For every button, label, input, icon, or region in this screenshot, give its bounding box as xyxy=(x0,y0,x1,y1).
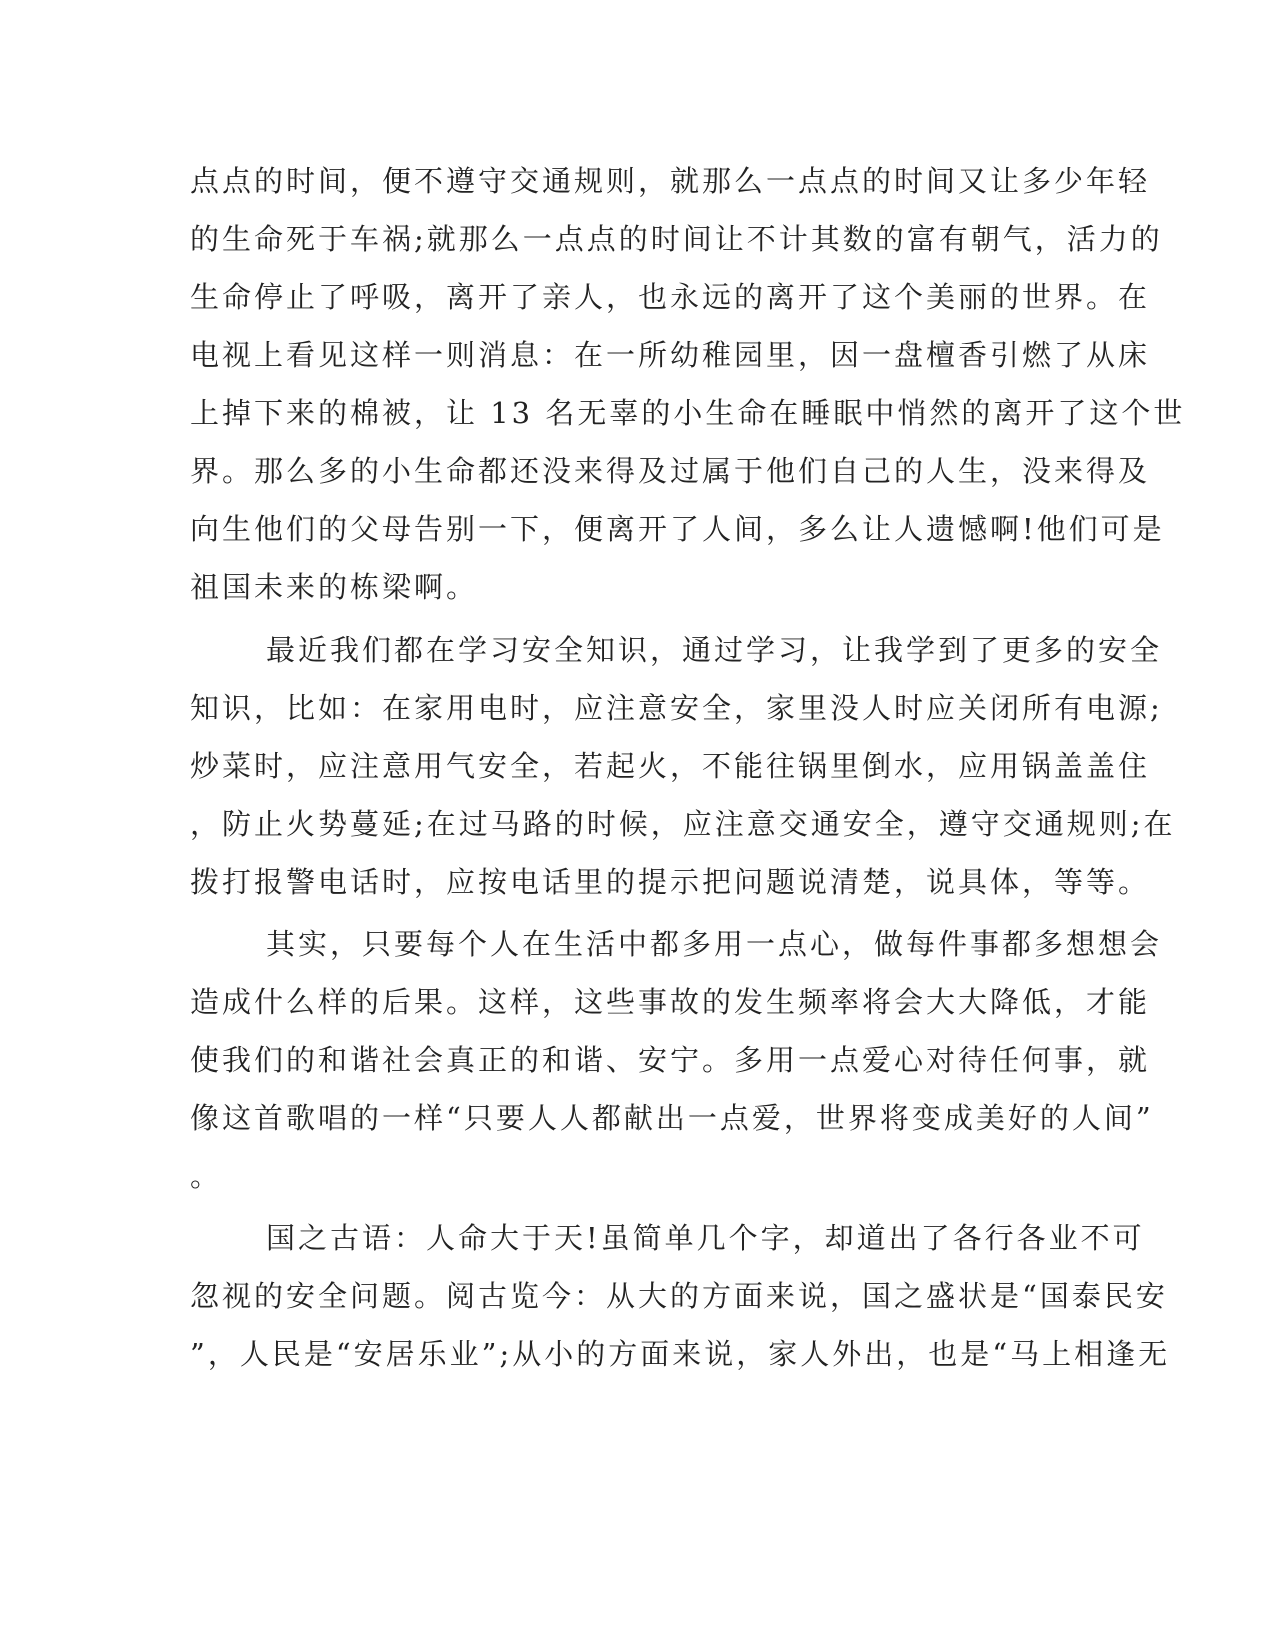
text-line: 知识，比如：在家用电时，应注意安全，家里没人时应关闭所有电源; xyxy=(190,691,1163,725)
text-line: 上掉下来的棉被，让 13 名无辜的小生命在睡眠中悄然的离开了这个世 xyxy=(190,396,1186,430)
text-line: 界。那么多的小生命都还没来得及过属于他们自己的人生，没来得及 xyxy=(190,454,1151,488)
text-line: ，防止火势蔓延;在过马路的时候，应注意交通安全，遵守交通规则;在 xyxy=(190,807,1176,841)
paragraph-first-line: 国之古语：人命大于天!虽简单几个字，却道出了各行各业不可 xyxy=(266,1221,1145,1255)
text-line: 祖国未来的栋梁啊。 xyxy=(190,570,479,604)
paragraph-first-line: 最近我们都在学习安全知识，通过学习，让我学到了更多的安全 xyxy=(266,633,1163,667)
text-line: 向生他们的父母告别一下，便离开了人间，多么让人遗憾啊!他们可是 xyxy=(190,512,1165,546)
paragraph-first-line: 其实，只要每个人在生活中都多用一点心，做每件事都多想想会 xyxy=(266,927,1163,961)
text-line: 拨打报警电话时，应按电话里的提示把问题说清楚，说具体，等等。 xyxy=(190,865,1151,899)
text-line: 使我们的和谐社会真正的和谐、安宁。多用一点爱心对待任何事，就 xyxy=(190,1043,1151,1077)
text-line: 电视上看见这样一则消息：在一所幼稚园里，因一盘檀香引燃了从床 xyxy=(190,338,1151,372)
text-line: 忽视的安全问题。阅古览今：从大的方面来说，国之盛状是“国泰民安 xyxy=(190,1279,1168,1313)
text-line: 造成什么样的后果。这样，这些事故的发生频率将会大大降低，才能 xyxy=(190,985,1151,1019)
text-line: 生命停止了呼吸，离开了亲人，也永远的离开了这个美丽的世界。在 xyxy=(190,280,1151,314)
text-line: 。 xyxy=(190,1159,223,1193)
text-line: 炒菜时，应注意用气安全，若起火，不能往锅里倒水，应用锅盖盖住 xyxy=(190,749,1151,783)
text-line: 像这首歌唱的一样“只要人人都献出一点爱，世界将变成美好的人间” xyxy=(190,1101,1154,1135)
text-line: 点点的时间，便不遵守交通规则，就那么一点点的时间又让多少年轻 xyxy=(190,164,1151,198)
text-line: ”，人民是“安居乐业”;从小的方面来说，家人外出，也是“马上相逢无 xyxy=(190,1337,1171,1371)
text-line: 的生命死于车祸;就那么一点点的时间让不计其数的富有朝气，活力的 xyxy=(190,222,1163,256)
